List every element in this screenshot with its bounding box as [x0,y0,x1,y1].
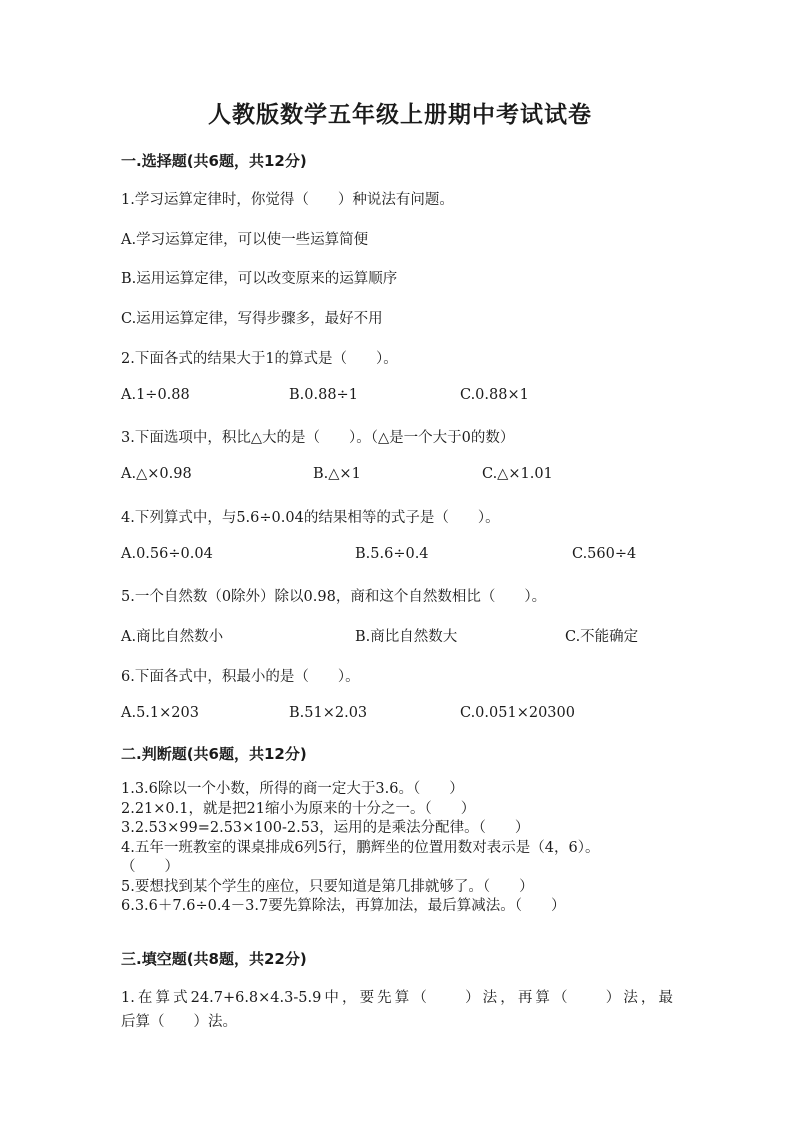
choice-question-3: 3.下面选项中，积比△大的是（ ）。（△是一个大于0的数） [121,430,515,446]
choice-question-4: 4.下列算式中，与5.6÷0.04的结果相等的式子是（ ）。 [121,510,500,526]
choice-q3-option-c: C.△×1.01 [482,466,553,482]
choice-q3-option-a: A.△×0.98 [121,466,192,482]
judge-line: 3.2.53×99=2.53×100-2.53，运用的是乘法分配律。（ ） [121,820,530,836]
choice-q4-option-c: C.560÷4 [572,546,637,562]
fill-line: 后算（ ）法。 [121,1014,237,1030]
choice-q4-option-a: A.0.56÷0.04 [121,546,213,562]
fill-line: 1.在算式24.7+6.8×4.3-5.9中，要先算（ ）法，再算（ ）法，最 [121,990,673,1006]
judge-line: 6.3.6＋7.6÷0.4－3.7要先算除法，再算加法，最后算减法。（ ） [121,898,566,914]
choice-question-2: 2.下面各式的结果大于1的算式是（ ）。 [121,351,398,367]
choice-q6-option-b: B.51×2.03 [289,705,368,721]
exam-title: 人教版数学五年级上册期中考试试卷 [208,102,592,128]
choice-q6-option-a: A.5.1×203 [121,705,199,721]
choice-q4-option-b: B.5.6÷0.4 [355,546,429,562]
judge-section-heading: 二.判断题(共6题，共12分) [121,745,307,763]
choice-question-6: 6.下面各式中，积最小的是（ ）。 [121,669,360,685]
judge-line: 4.五年一班教室的课桌排成6列5行，鹏辉坐的位置用数对表示是（4，6）。 [121,839,600,856]
judge-questions [121,780,681,917]
choice-q3-option-b: B.△×1 [313,466,361,482]
judge-line: 1.3.6除以一个小数，所得的商一定大于3.6。（ ） [121,781,464,797]
judge-line: （ ） [121,859,179,875]
choice-question-1: 1.学习运算定律时，你觉得（ ）种说法有问题。 [121,192,454,208]
judge-line: 2.21×0.1，就是把21缩小为原来的十分之一。（ ） [121,800,476,817]
choice-q5-option-c: C.不能确定 [565,629,639,645]
judge-line: 5.要想找到某个学生的座位，只要知道是第几排就够了。（ ） [121,878,534,895]
choice-q5-option-a: A.商比自然数小 [121,629,224,645]
choice-q2-option-a: A.1÷0.88 [121,387,190,403]
fill-section-heading: 三.填空题(共8题，共22分) [121,950,307,968]
choice-q2-option-b: B.0.88÷1 [289,387,358,403]
fill-questions [121,986,673,1034]
choice-q2-option-c: C.0.88×1 [460,387,529,403]
choice-q1-option-a: A.学习运算定律，可以使一些运算简便 [121,232,369,248]
choice-q1-option-c: C.运用运算定律，写得步骤多，最好不用 [121,311,383,327]
choice-question-5: 5.一个自然数（0除外）除以0.98，商和这个自然数相比（ ）。 [121,589,547,605]
choice-q6-option-c: C.0.051×20300 [460,705,575,721]
choice-section-heading: 一.选择题(共6题，共12分) [121,152,307,170]
choice-q5-option-b: B.商比自然数大 [355,629,458,645]
choice-q1-option-b: B.运用运算定律，可以改变原来的运算顺序 [121,271,398,287]
